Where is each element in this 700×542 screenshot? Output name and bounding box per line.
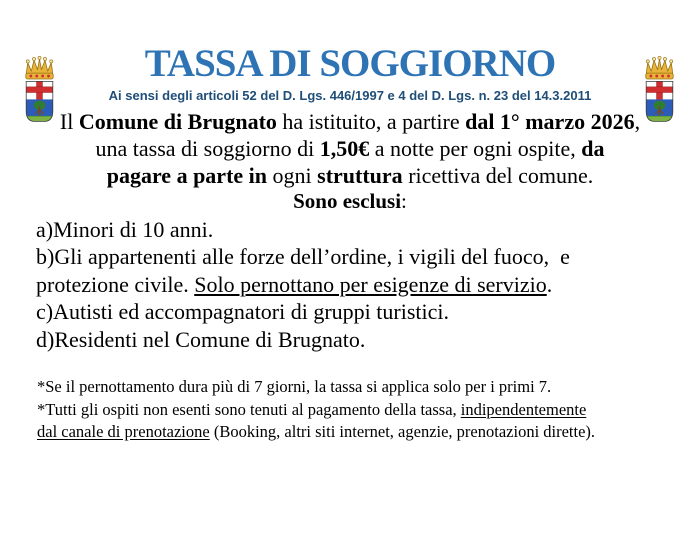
intro-line-1: Il Comune di Brugnato ha istituito, a partire dal 1° marzo 2026, — [59, 108, 641, 134]
exclusion-item-d: d)Residenti nel Comune di Brugnato. — [36, 326, 366, 352]
coat-of-arms-icon — [16, 53, 63, 127]
footnotes — [37, 376, 700, 444]
legal-reference: Ai sensi degli articoli 52 del D. Lgs. 446/1997 e 4 del D. Lgs. n. 23 del 14.3.2011 — [108, 87, 592, 103]
footnote-2: *Tutti gli ospiti non esenti sono tenuti al pagamento della tassa, indipendentemente — [37, 399, 587, 419]
footnote-2-continued: dal canale di prenotazione (Booking, altri siti internet, agenzie, prenotazioni dirette). — [37, 422, 596, 442]
page-title: TASSA DI SOGGIORNO — [144, 42, 556, 85]
footnote-1: *Se il pernottamento dura più di 7 giorni, la tassa si applica solo per i primi 7. — [37, 377, 552, 397]
exclusion-item-c: c)Autisti ed accompagnatori di gruppi turistici. — [36, 299, 450, 325]
exclusion-item-b-line2: protezione civile. Solo pernottano per esigenze di servizio. — [36, 271, 553, 297]
exclusion-item-b-line1: b)Gli appartenenti alle forze dell’ordine, i vigili del fuoco, e — [36, 244, 570, 270]
intro-paragraph — [0, 108, 700, 213]
exclusion-item-a: a)Minori di 10 anni. — [36, 216, 214, 242]
exclusions-list — [36, 216, 700, 354]
intro-line-3: pagare a parte in ogni struttura ricettiva del comune. — [106, 162, 594, 188]
coat-of-arms-icon — [636, 53, 683, 127]
exclusions-heading: Sono esclusi: — [293, 188, 407, 213]
intro-line-2: una tassa di soggiorno di 1,50€ a notte per ogni ospite, da — [95, 135, 605, 161]
